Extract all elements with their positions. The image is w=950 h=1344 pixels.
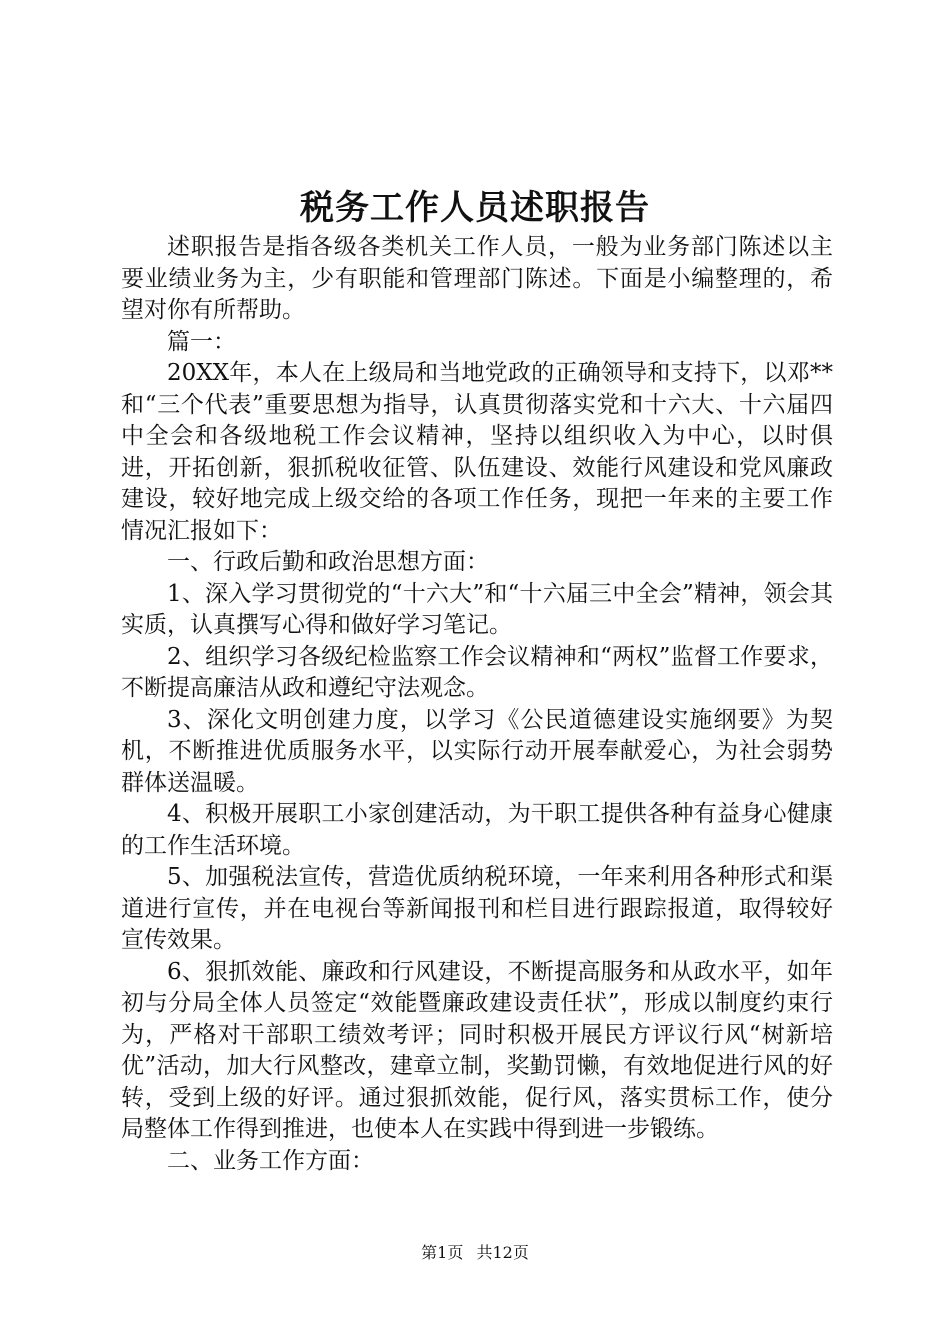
summary-paragraph: 20XX年，本人在上级局和当地党政的正确领导和支持下，以邓**和“三个代表”重要思想为指导，认真贯彻落实党和十六大、十六届四中全会和各级地税工作会议精神，坚持以组织收入为中心，以时俱进，开拓创新，狠抓税收征管、队伍建设、效能行风建设和党风廉政建设，较好地完成上级交给的各项工作任务，现把一年来的主要工作情况汇报如下： [121, 360, 833, 544]
list-item-3: 3、深化文明创建力度，以学习《公民道德建设实施纲要》为契机，不断推进优质服务水平，以实际行动开展奉献爱心，为社会弱势群体送温暖。 [121, 706, 833, 796]
section-heading-business: 二、业务工作方面： [167, 1147, 374, 1174]
section-heading-admin: 一、行政后勤和政治思想方面： [167, 549, 489, 575]
list-item-1: 1、深入学习贯彻党的“十六大”和“十六届三中全会”精神，领会其实质，认真撰写心得和做好学习笔记。 [121, 580, 833, 638]
intro-paragraph: 述职报告是指各级各类机关工作人员，一般为业务部门陈述以主要业绩业务为主，少有职能和管理部门陈述。下面是小编整理的，希望对你有所帮助。 [121, 234, 833, 323]
document-title: 税务工作人员述职报告 [300, 188, 650, 228]
document-body [121, 232, 833, 1177]
page-total: 共12页 [476, 1243, 529, 1262]
list-item-4: 4、积极开展职工小家创建活动，为干职工提供各种有益身心健康的工作生活环境。 [121, 801, 833, 859]
list-item-5: 5、加强税法宣传，营造优质纳税环境，一年来利用各种形式和渠道进行宣传，并在电视台等新闻报刊和栏目进行跟踪报道，取得较好宣传效果。 [121, 864, 833, 953]
list-item-2: 2、组织学习各级纪检监察工作会议精神和“两权”监督工作要求，不断提高廉洁从政和遵纪守法观念。 [121, 643, 833, 701]
section-label-part-one: 篇一： [167, 328, 236, 355]
page-footer [0, 1241, 950, 1265]
page-number: 第1页 [421, 1243, 464, 1262]
list-item-6: 6、狠抓效能、廉政和行风建设，不断提高服务和从政水平，如年初与分局全体人员签定“效能暨廉政建设责任状”，形成以制度约束行为，严格对干部职工绩效考评；同时积极开展民方评议行风“树新培优”活动，加大行风整改，建章立制，奖勤罚懒，有效地促进行风的好转，受到上级的好评。通过狠抓效能，促行风，落实贯标工作，使分局整体工作得到推进，也使本人在实践中得到进一步锻练。 [121, 958, 833, 1142]
